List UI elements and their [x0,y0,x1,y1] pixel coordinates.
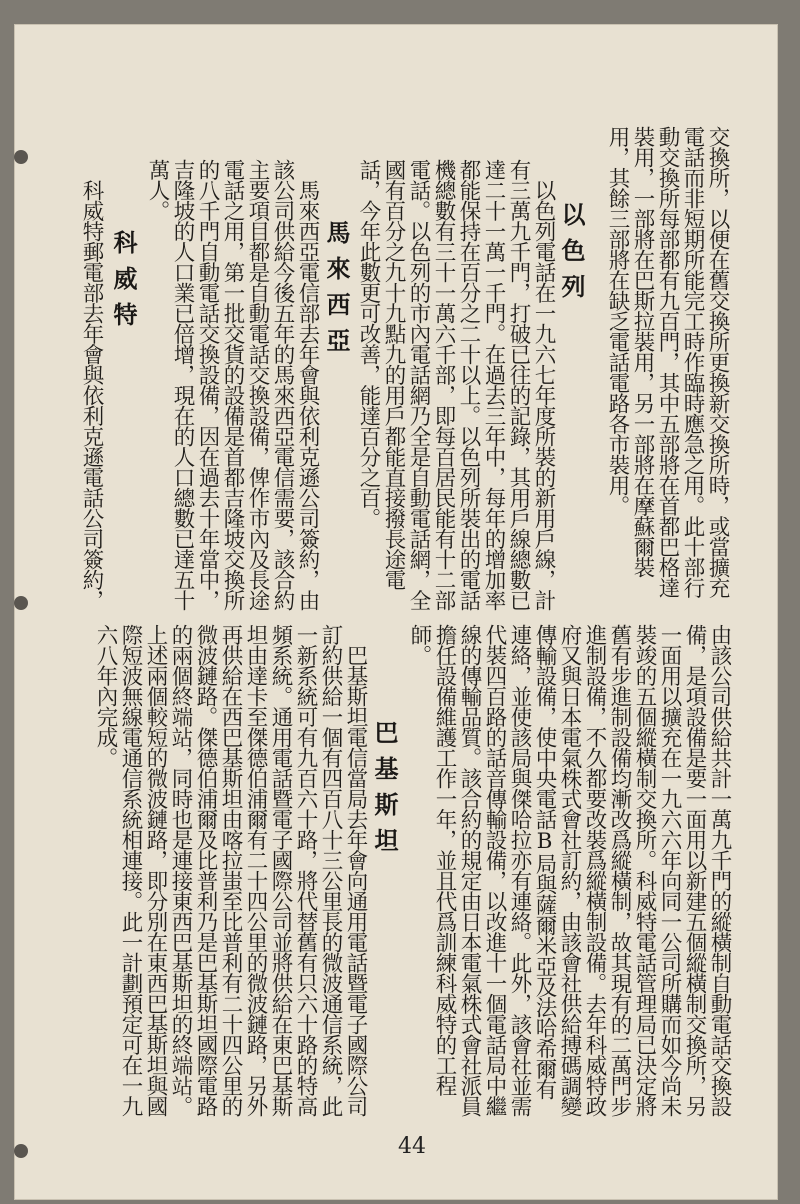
kuwait-continued-text: 由該公司供給共計一萬九千門的縱橫制自動電話交換設備，是項設備是要一面用以新建五個縱橫制交換所，另一面用以擴充在一九六六年向同一公司所購而如今尚未裝竣的五個縱橫制交換所。科威特電話管理局已決定將舊有步進制設備均漸改爲縱橫制，故其現有的二萬門步進制設備，不久都要改裝爲縱橫制設備。去年科威特政府又與日本電氣株式會社訂約，由該會社供給搏碼調變傳輸設備，使中央電話B局與薩爾米亞及法哈希爾有連絡，並使該局與傑哈拉亦有連絡。此外，該會社並需代裝四百路的話音傳輸設備，以改進十一個電話局中繼線的傳輸品質。該合約的規定由日本電氣株式會社派員擔任設備維護工作一年，並且代爲訓練科威特的工程師。 [407,624,732,1116]
pakistan-heading: 巴基斯坦 [370,720,399,864]
israel-body: 以色列電話在一九六七年度所裝的新用戶線，計有三萬九千門，打破已往的記錄，其用戶線總數已達二十一萬一千門。在過去三年中，每年的增加率都能保持在百分之二十以上。以色列所裝出的電話機總數有三十一萬六千部，即每百居民能有十二部電話。以色列的市內電話網乃全是自動電話網，全國有百分之九十九點九的用戶都能直接撥長途電話，今年此數更可改善，能達百分之百。 [356,159,556,610]
binder-hole [14,150,28,164]
malaysia-heading: 馬來西亞 [322,220,351,364]
page-number: 44 [398,1134,426,1159]
kuwait-heading: 科威特 [109,230,138,338]
binder-hole [14,1144,28,1158]
kuwait-body: 科威特郵電部去年會與依利克遜電話公司簽約， [79,159,104,610]
israel-heading: 以色列 [557,202,586,310]
iraq-continued-text: 交換所，以便在舊交換所更換新交換所時，或當擴充電話而非短期所能完工時作臨時應急之用。此十部行動交換所每部都有九百門，其中五部將在首都巴格達裝用，一部將在巴斯拉裝用，另一部將在摩蘇爾裝用，其餘三部將在缺乏電話電路各市裝用。 [605,126,730,598]
malaysia-body: 馬來西亞電信部去年會與依利克遜公司簽約，由該公司供給今後五年的馬來西亞電信需要，該合約主要項目都是自動電話交換設備，俾作市內及長途電話之用，第一批交貨的設備是首都吉隆坡交換所的八千門自動電話交換設備，因在過去十年當中，吉隆坡的人口業已倍增，現在的人口總數已達五十萬人。 [145,159,320,610]
pakistan-body: 巴基斯坦電信當局去年會向通用電話暨電子國際公司訂約供給一個有四百八十三公里長的微波通信系統，此一新系統可有九百六十路，將代替舊有只六十路的特高頻系統。通用電話暨電子國際公司並將供給在東巴基斯坦由達卡至傑德伯浦爾有二十四公里的微波鏈路，另外再供給在西巴基斯坦由喀拉蚩至比普利有二十四公里的微波鏈路。傑德伯浦爾及比普利乃是巴基斯坦國際電路的兩個終端站，同時也是連接東西巴基斯坦的終端站。上述兩個較短的微波鏈路，即分別在東西巴基斯坦與國際短波無線電通信系統相連接。此一計劃預定可在一九六八年內完成。 [93,624,368,1116]
binder-hole [14,596,28,610]
document-page [14,24,778,1200]
